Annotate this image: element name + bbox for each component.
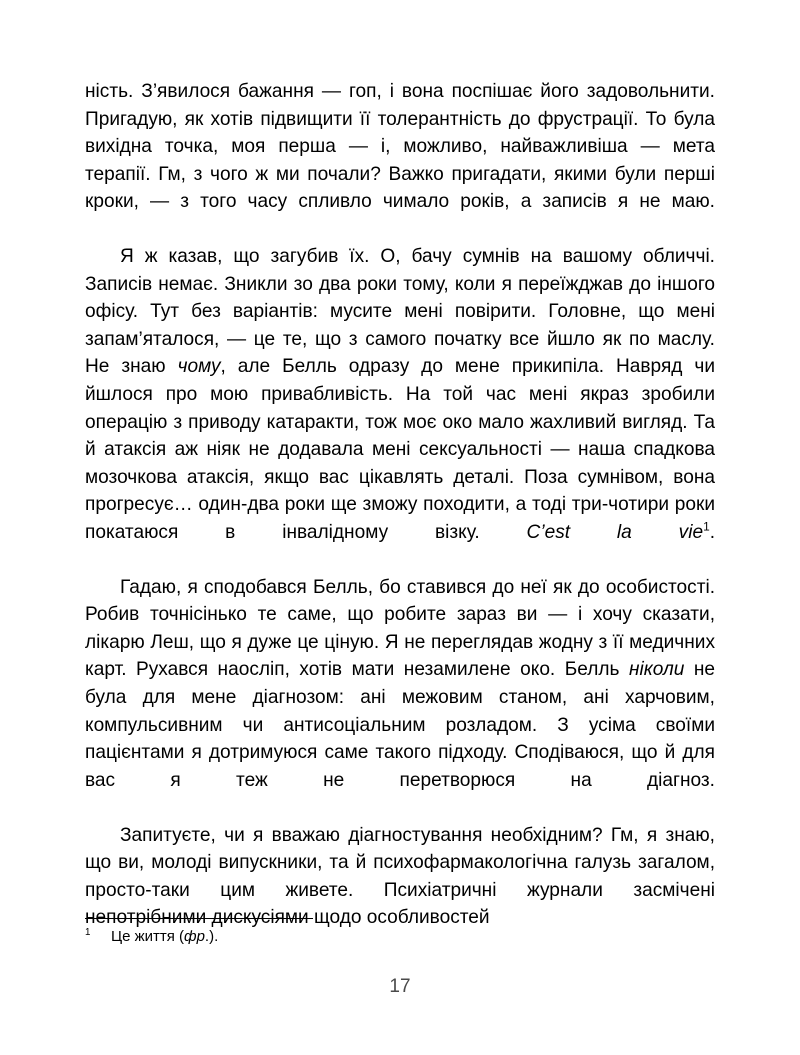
text-run: .: [709, 521, 715, 543]
text-run: ність. З’явилося бажання — гоп, і вона поспішає його задовольнити. Пригадую, як хотів підвищити її толерантність до фрустрації. То була вихідна точка, моя перша — і, можливо, найважливіша — мета терапії. Гм, з чого ж ми почали? Важко пригадати, якими були перші кроки, — з того часу спливло чимало років, а записів я не маю.: [85, 81, 715, 213]
text-run: Гадаю, я сподобався Белль, бо ставився до неї як до особистості. Робив точнісінько те саме, що робите зараз ви — і хочу сказати, лікарю Леш, що я дуже це ціную. Я не переглядав жодну з її медичних карт. Рухався наосліп, хотів мати незамилене око. Белль: [85, 576, 715, 681]
page-body-text: [85, 78, 715, 932]
footnote-text: [111, 928, 218, 945]
text-run: не була для мене діагнозом: ані межовим станом, ані харчовим, компульсивним чи антисоціальним розладом. З усіма своїми пацієнтами я дотримуюся саме такого підходу. Сподіваюся, що й для вас я теж не перетворюся на діагноз.: [85, 659, 716, 791]
text-run: , але Белль одразу до мене прикипіла. Навряд чи йшлося про мою привабливість. На той час мені якраз зробили операцію з приводу катаракти, тож моє око мало жахливий вигляд. Та й атаксія аж ніяк не додавала мені сексуальності — наша спадкова мозочкова атаксія, якщо вас цікавлять деталі. Поза сумнівом, вона прогресує… один-два роки ще зможу походити, а тоді три-чотири роки покатаюся в інвалідному візку.: [85, 356, 716, 543]
italic-run: ніколи: [628, 659, 685, 681]
paragraph-2: [85, 243, 715, 574]
italic-run: C’est la vie: [526, 521, 704, 543]
italic-run: фр: [184, 928, 205, 945]
paragraph-4: [85, 822, 715, 932]
text-run: Я ж казав, що загубив їх. О, бачу сумнів на вашому обличчі. Записів немає. Зникли зо два роки тому, коли я переїжджав до іншого офісу. Тут без варіантів: мусите мені повірити. Головне, що мені запам’яталося, — це те, що з самого початку все йшло як по маслу. Не знаю: [85, 246, 715, 378]
page-number: 17: [389, 976, 411, 997]
paragraph-1: [85, 78, 715, 243]
footnote-item: 1 Це життя (фр.).: [85, 927, 219, 945]
paragraph-3: [85, 574, 715, 822]
footnote-separator-rule: [85, 918, 313, 919]
text-run: .: [204, 928, 210, 945]
italic-run: чому: [177, 356, 221, 378]
footnote-reference: 1: [703, 519, 710, 534]
text-run: Запитуєте, чи я вважаю діагностування необхідним? Гм, я знаю, що ви, молоді випускники, та й психофармакологічна галузь загалом, просто-таки цим живете. Психіатричні журнали засмічені непотрібними дискусіями щодо особливостей: [85, 824, 715, 929]
footnote-area: [85, 918, 715, 947]
text-run: Це життя (: [111, 928, 185, 945]
text-run: ).: [209, 928, 219, 945]
